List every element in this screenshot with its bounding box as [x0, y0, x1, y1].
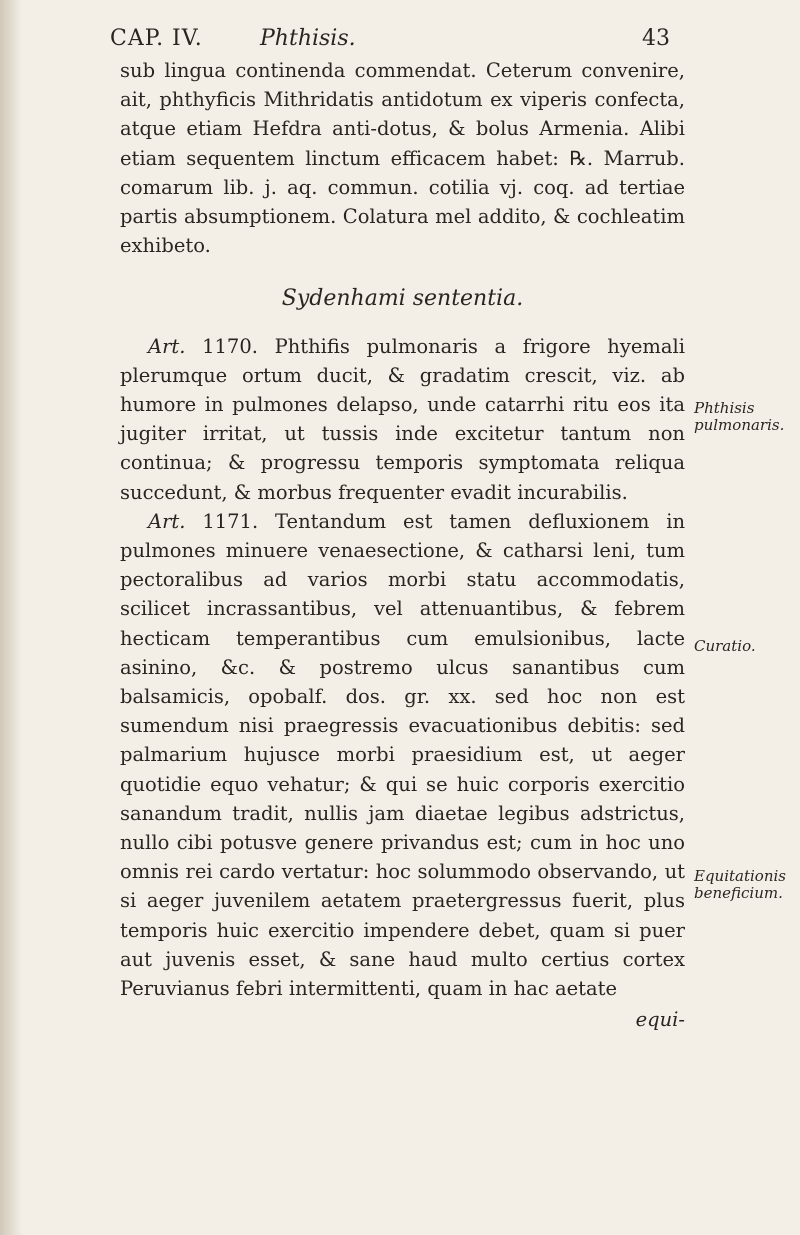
- paragraph-article-1171: [120, 507, 685, 1003]
- page-number: 43: [642, 26, 670, 51]
- catchword: equi-: [635, 1008, 685, 1032]
- article-label: Art.: [148, 334, 186, 358]
- article-number: 1170.: [202, 334, 258, 358]
- running-header: [110, 26, 670, 60]
- margin-note-equitatio: Equitationis beneficium.: [694, 867, 786, 902]
- article-label: Art.: [148, 509, 186, 533]
- chapter-label: CAP. IV.: [110, 26, 203, 51]
- article-text: Tentandum est tamen defluxionem in pulmones minuere venaesectione, & catharsi leni, tum pectoralibus ad varios morbi statu accommodatis, scilicet incrassantibus, vel attenuantibus, & febrem hecticam temperantibus cum emulsionibus, lacte asinino, &c. & postremo ulcus sanantibus cum balsamicis, opobalf. dos. gr. xx. sed hoc non est sumendum nisi praegressis evacuationibus debitis: sed palmarium hujusce morbi praesidium est, ut aeger quotidie equo vehatur; & qui se huic corporis exercitio sanandum tradit, nullis jam diaetae legibus adstrictus, nullo cibi potusve genere privandus est; cum in hoc uno omnis rei cardo vertatur: hoc solummodo observando, ut si aeger juvenilem aetatem praetergressus fuerit, plus temporis huic exercitio impendere debet, quam si puer aut juvenis esset, & sane haud multo certius cortex Peruvianus febri intermittenti, quam in hac aetate: [120, 509, 686, 1001]
- binding-shadow: [0, 0, 22, 1235]
- article-text: Phthifis pulmonaris a frigore hyemali plerumque ortum ducit, & gradatim crescit, viz. ab humore in pulmones delapso, unde catarrhi ritu eos ita jugiter irritat, ut tussis inde excitetur tantum non continua; & progressu temporis symptomata reliqua succedunt, & morbus frequenter evadit incurabilis.: [120, 334, 685, 504]
- paragraph-article-1170: [120, 332, 685, 507]
- paragraph-1: sub lingua continenda commendat. Ceterum convenire, ait, phthyficis Mithridatis antidotum ex viperis confecta, atque etiam Hefdra anti-dotus, & bolus Armenia. Alibi etiam sequentem linctum efficacem habet: ℞. Marrub. comarum lib. j. aq. commun. cotilia vj. coq. ad tertiae partis absumptionem. Colatura mel addito, & cochleatim exhibeto.: [120, 59, 685, 258]
- margin-note-curatio: Curatio.: [694, 637, 756, 655]
- section-heading: Sydenhami sententia.: [281, 286, 524, 312]
- page-body: [120, 56, 685, 1035]
- running-title: Phthisis.: [260, 26, 356, 51]
- margin-note-phthisis: Phthisis pulmonaris.: [694, 399, 785, 434]
- article-number: 1171.: [202, 509, 259, 533]
